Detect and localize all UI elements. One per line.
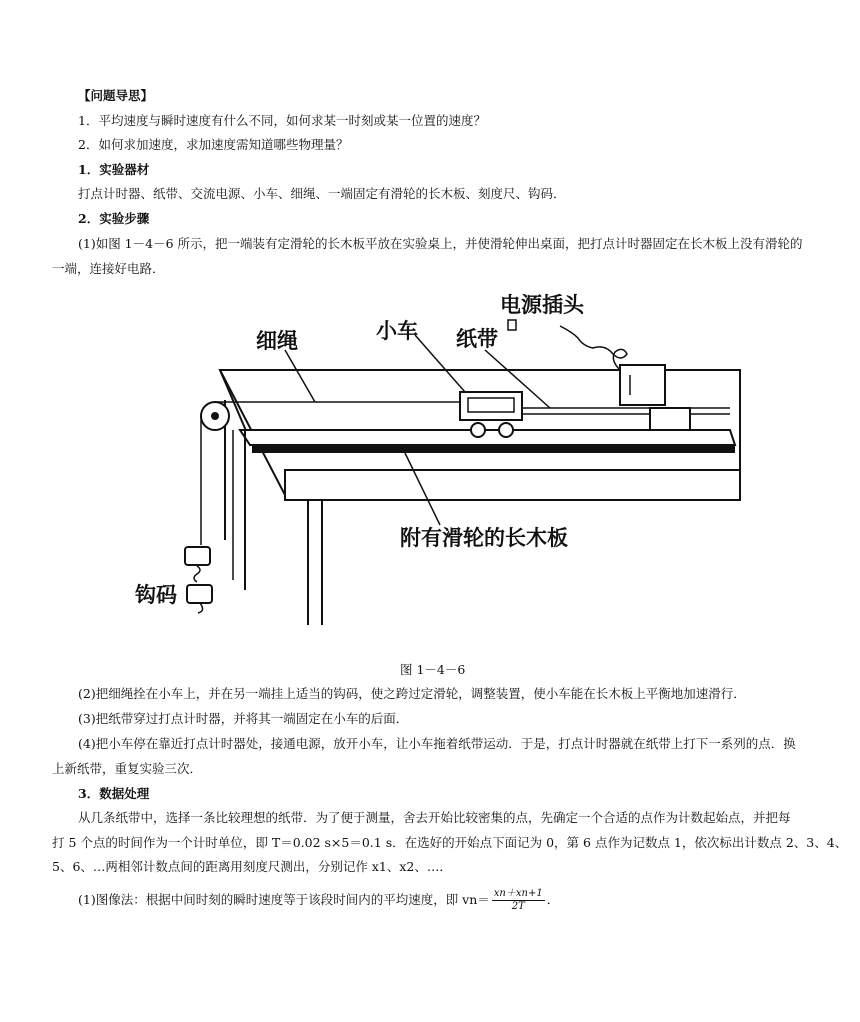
table-edge	[285, 470, 740, 500]
steps-title: 2．实验步骤	[78, 211, 150, 226]
weight-2	[187, 585, 212, 603]
data-processing-line-1: 从几条纸带中，选择一条比较理想的纸带．为了便于测量，舍去开始比较密集的点，先确定一个合适的点作为计数起始点，并把每	[78, 810, 791, 825]
label-cart: 小车	[376, 319, 418, 343]
graph-method-text: (1)图像法：根据中间时刻的瞬时速度等于该段时间内的平均速度，即 vn＝	[78, 892, 490, 907]
step-2: (2)把细绳拴在小车上，并在另一端挂上适当的钩码，使之跨过定滑轮，调整装置，使小车能在长木板上平衡地加速滑行．	[78, 686, 746, 701]
velocity-formula	[492, 888, 545, 913]
power-plug	[508, 320, 516, 330]
data-processing-title: 3．数据处理	[78, 786, 150, 801]
section-heading: 【问题导思】	[78, 88, 154, 103]
data-processing-line-3: 5、6、…两相邻计数点间的距离用刻度尺测出，分别记作 x1、x2、…．	[52, 859, 452, 874]
label-rope: 细绳	[256, 329, 298, 353]
board-edge	[252, 444, 735, 453]
formula-denominator: 2T	[511, 901, 525, 912]
step-4-line-2: 上新纸带，重复实验三次．	[52, 761, 203, 776]
materials-title: 1．实验器材	[78, 162, 150, 177]
apparatus-figure	[130, 290, 750, 630]
step-1-line-1: (1)如图 1－4－6 所示，把一端装有定滑轮的长木板平放在实验桌上，并使滑轮伸出桌面，把打点计时器固定在长木板上没有滑轮的	[78, 236, 803, 251]
ticker-timer	[620, 365, 665, 405]
materials-text: 打点计时器、纸带、交流电源、小车、细绳、一端固定有滑轮的长木板、刻度尺、钩码．	[78, 186, 566, 201]
formula-numerator: xn＋xn+1	[493, 888, 543, 899]
label-power-plug: 电源插头	[500, 293, 584, 317]
data-processing-line-2: 打 5 个点的时间作为一个计时单位，即 T＝0.02 s×5＝0.1 s．在选好的开始点下面记为 0，第 6 点作为记数点 1，依次标出计数点 2、3、4、	[52, 835, 848, 850]
figure-caption: 图 1－4－6	[400, 662, 466, 677]
label-board: 附有滑轮的长木板	[400, 526, 568, 550]
label-tape: 纸带	[456, 327, 498, 351]
long-board	[240, 430, 735, 445]
question-1: 1．平均速度与瞬时速度有什么不同，如何求某一时刻或某一位置的速度？	[78, 113, 486, 128]
weight-1	[185, 547, 210, 565]
step-4-line-1: (4)把小车停在靠近打点计时器处，接通电源，放开小车，让小车拖着纸带运动．于是，打点计时器就在纸带上打下一系列的点．换	[78, 736, 796, 751]
step-1-line-2: 一端，连接好电路．	[52, 261, 165, 276]
step-3: (3)把纸带穿过打点计时器，并将其一端固定在小车的后面．	[78, 711, 409, 726]
power-cord	[560, 326, 627, 370]
question-2: 2．如何求加速度，求加速度需知道哪些物理量？	[78, 137, 349, 152]
graph-method-end: ．	[546, 892, 560, 907]
graph-method-line	[78, 887, 559, 913]
label-weights: 钩码	[135, 583, 177, 607]
